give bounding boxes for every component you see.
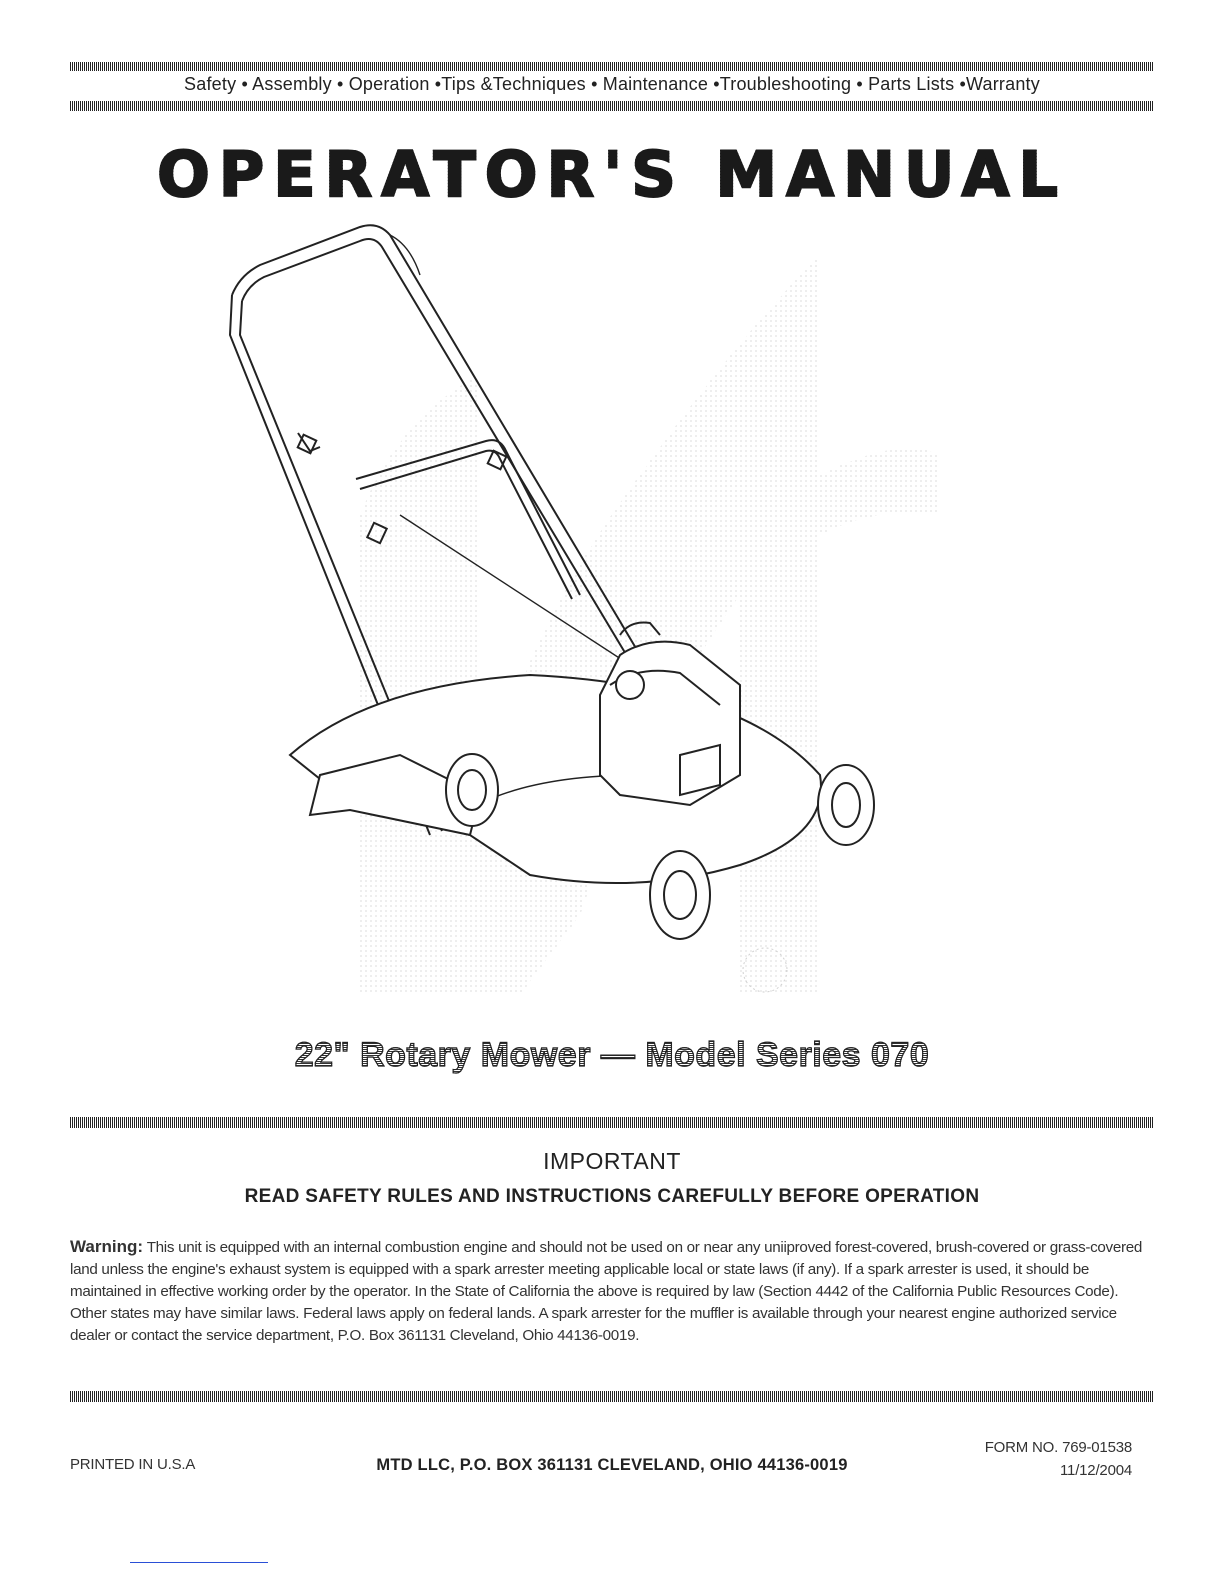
top-rule <box>70 62 1154 71</box>
form-number: FORM NO. 769-01538 <box>984 1439 1132 1456</box>
model-title-text: 22" Rotary Mower — Model Series 070 <box>294 1036 930 1074</box>
bottom-link-underline[interactable] <box>130 1562 268 1563</box>
section-nav-line: Safety • Assembly • Operation •Tips &Techniques • Maintenance •Troubleshooting • Parts Lists •Warranty <box>184 74 1040 94</box>
top-rule-lower <box>70 101 1154 111</box>
company-address: MTD LLC, P.O. BOX 361131 CLEVELAND, OHIO 44136-0019 <box>376 1456 848 1474</box>
form-number-block <box>985 1436 1132 1482</box>
bottom-rule <box>70 1391 1154 1402</box>
manual-title-text: OPERATOR'S MANUAL <box>157 138 1067 211</box>
warning-paragraph <box>70 1236 1150 1347</box>
manual-title <box>0 138 1224 211</box>
form-date: 11/12/2004 <box>1060 1462 1132 1479</box>
warning-label: Warning: <box>70 1237 144 1256</box>
lawn-mower-illustration <box>220 215 980 1015</box>
important-heading: IMPORTANT <box>543 1148 681 1174</box>
middle-rule <box>70 1117 1154 1128</box>
safety-heading: READ SAFETY RULES AND INSTRUCTIONS CAREFULLY BEFORE OPERATION <box>244 1186 980 1207</box>
warning-text: This unit is equipped with an internal combustion engine and should not be used on or near any uniiproved forest-covered, brush-covered or grass-covered land unless the engine's exhaust system is equipped with a spark arrester meeting applicable local or state laws (if any). If a spark arrester is used, it should be maintained in effective working order by the operator. In the State of California the above is required by law (Section 4442 of the California Public Resources Code). Other states may have similar laws. Federal laws apply on federal lands. A spark arrester for the muffler is available through your nearest engine authorized service dealer or contact the service department, P.O. Box 361131 Cleveland, Ohio 44136-0019. <box>70 1239 1143 1344</box>
printed-in-usa: PRINTED IN U.S.A <box>70 1456 196 1473</box>
model-title <box>0 1036 1224 1075</box>
